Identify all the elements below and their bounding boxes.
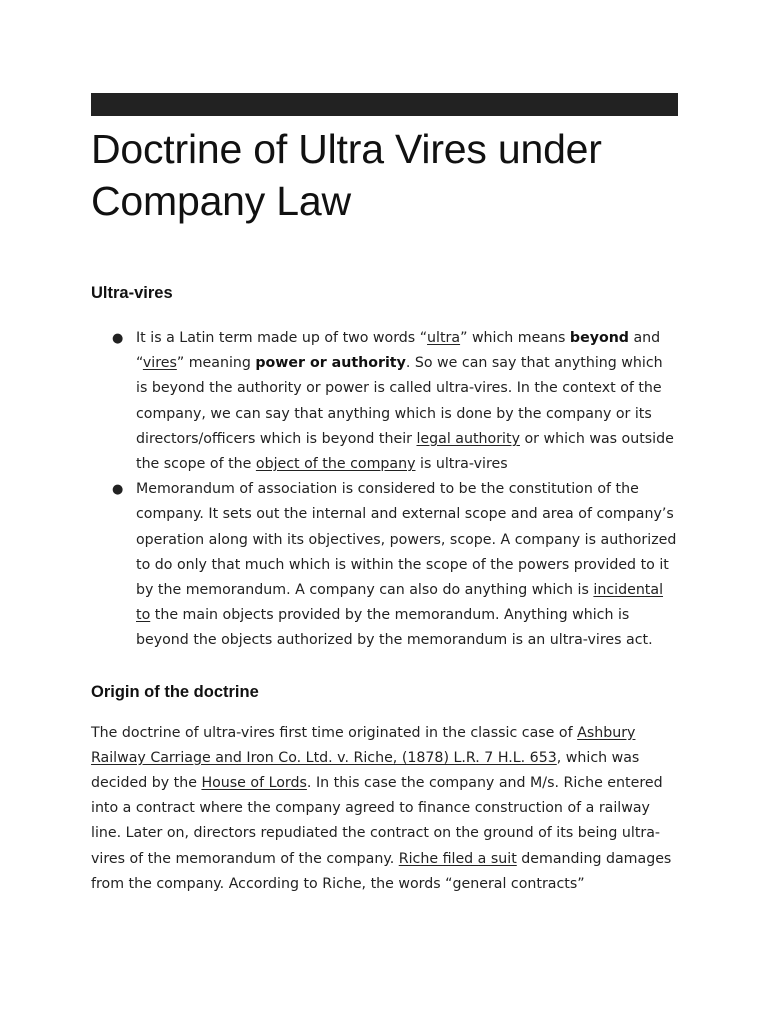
- link-vires[interactable]: vires: [142, 355, 177, 372]
- link-riche-filed-a-suit[interactable]: Riche filed a suit: [398, 850, 517, 867]
- bold-beyond: beyond: [569, 330, 629, 346]
- document-page: [91, 93, 678, 897]
- bullet-icon: ●: [112, 331, 124, 346]
- list-item: ● It is a Latin term made up of two words “ultra” which means beyond and “vires” meaning power or authority. So we can say that anything which is beyond the authority or power is called ultra-vires. In the context of the company, we can say that anything which is done by the company or its directors/officers which is beyond their legal authority or which was outside the scope of the object of the company is ultra-vires: [91, 326, 678, 477]
- section-heading-origin: Origin of the doctrine: [91, 682, 259, 701]
- link-object-of-the-company[interactable]: object of the company: [255, 456, 416, 473]
- link-ultra[interactable]: ultra: [427, 330, 461, 346]
- title-line-2: Company Law: [91, 178, 351, 224]
- page-title: [91, 123, 678, 227]
- title-line-1: Doctrine of Ultra Vires under: [91, 126, 602, 172]
- link-house-of-lords[interactable]: House of Lords: [201, 775, 307, 792]
- link-legal-authority[interactable]: legal authority: [416, 430, 520, 447]
- bullet-icon: ●: [112, 482, 124, 498]
- link-incidental-to[interactable]: incidental to: [136, 582, 664, 624]
- section-heading-ultra-vires: Ultra-vires: [91, 284, 173, 302]
- link-ashbury-case[interactable]: Ashbury Railway Carriage and Iron Co. Ltd. v. Riche, (1878) L.R. 7 H.L. 653: [91, 724, 636, 766]
- ultra-vires-bullet-list: [91, 326, 678, 654]
- bold-power-or-authority: power or authority: [255, 355, 406, 372]
- list-item: ● Memorandum of association is considered to be the constitution of the company. It sets out the internal and external scope and area of company’s operation along with its objectives, powers, scope. A company is authorized to do only that much which is within the scope of the powers provided to it by the memorandum. A company can also do anything which is incidental to the main objects provided by the memorandum. Anything which is beyond the objects authorized by the memorandum is an ultra-vires act.: [91, 477, 678, 653]
- origin-paragraph: The doctrine of ultra-vires first time originated in the classic case of Ashbury Railway Carriage and Iron Co. Ltd. v. Riche, (1878) L.R. 7 H.L. 653, which was decided by the House of Lords. In this case the company and M/s. Riche entered into a contract where the company agreed to finance construction of a railway line. Later on, directors repudiated the contract on the ground of its being ultra-vires of the memorandum of the company. Riche filed a suit demanding damages from the company. According to Riche, the words “general contracts”: [91, 724, 672, 892]
- header-bar: [91, 93, 678, 116]
